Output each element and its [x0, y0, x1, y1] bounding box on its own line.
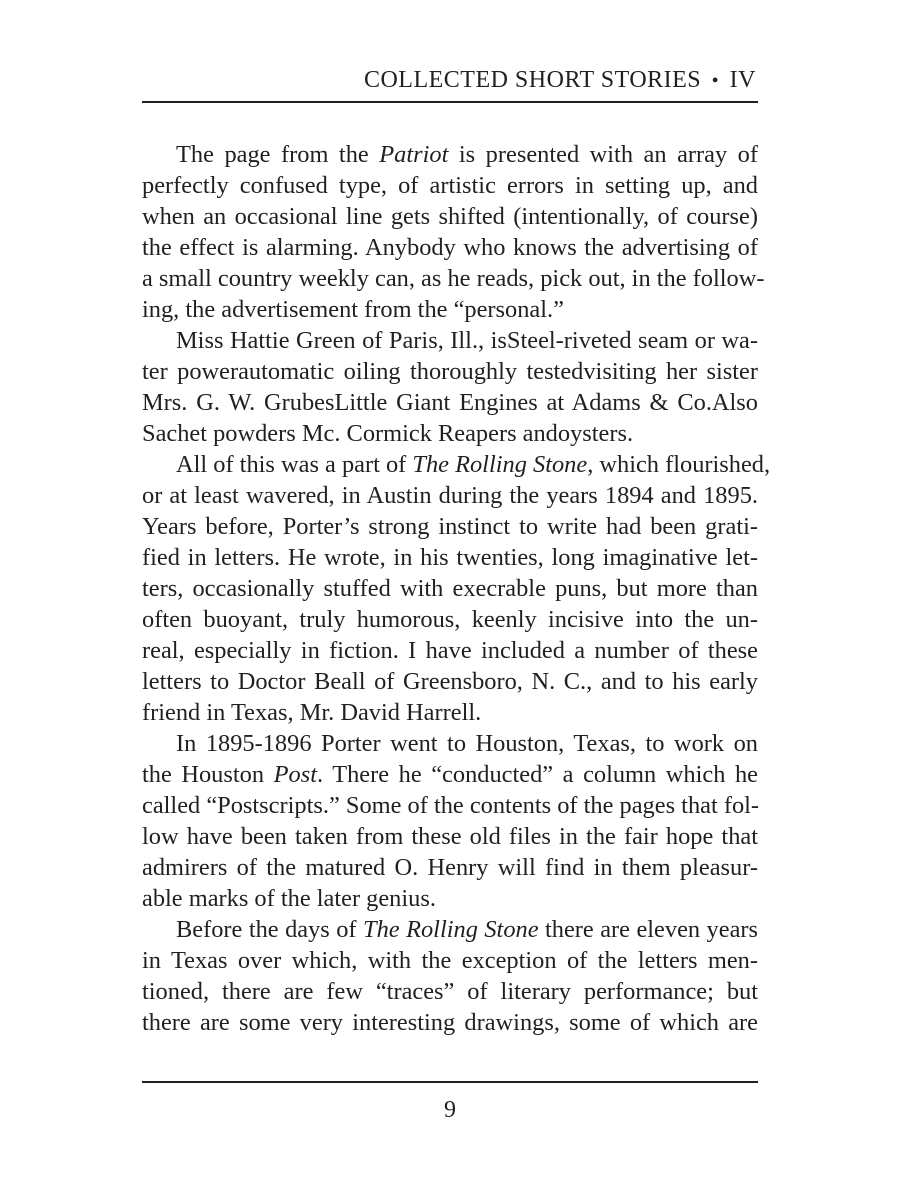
- running-head-title: COLLECTED SHORT STORIES: [363, 67, 702, 93]
- text-run: In 1895-1896 Porter went to Houston, Texas, to work on: [176, 730, 758, 757]
- text-line: [142, 294, 758, 325]
- paragraph: [142, 139, 765, 325]
- text-run: Mrs. G. W. GrubesLittle Giant Engines at Adams & Co.Also: [142, 389, 758, 416]
- text-run: Before the days of: [176, 916, 364, 943]
- text-run: the effect is alarming. Anybody who knows the advertising of: [142, 234, 758, 261]
- text-run: ter powerautomatic oiling thoroughly testedvisiting her sister: [142, 358, 758, 385]
- text-line: [142, 821, 758, 852]
- text-run: the Houston: [142, 761, 274, 788]
- text-run: there are some very interesting drawings, some of which are: [142, 1009, 758, 1036]
- text-line: [142, 1007, 758, 1038]
- text-line: [142, 759, 758, 790]
- running-head-volume: IV: [729, 67, 756, 93]
- header-rule: [142, 101, 758, 103]
- text-line: [142, 449, 771, 480]
- text-run: ters, occasionally stuffed with execrable puns, but more than: [142, 575, 758, 602]
- text-line: [142, 666, 758, 697]
- paragraph: [142, 728, 758, 914]
- text-run: when an occasional line gets shifted (intentionally, of course): [142, 203, 758, 230]
- footer-rule: [142, 1081, 758, 1083]
- text-line: [142, 914, 758, 945]
- text-line: [142, 635, 758, 666]
- text-run: friend in Texas, Mr. David Harrell.: [142, 699, 482, 726]
- text-run: there are eleven years: [538, 916, 759, 943]
- text-line: [142, 790, 758, 821]
- text-run: . There he “conducted” a column which he: [316, 761, 758, 788]
- text-line: [142, 852, 758, 883]
- italic-title: Post: [273, 761, 317, 788]
- text-run: ing, the advertisement from the “personal.”: [142, 296, 564, 323]
- running-head: [142, 62, 756, 98]
- text-run: The page from the: [176, 141, 380, 168]
- running-head-separator: •: [711, 70, 720, 92]
- text-run: , which flourished,: [587, 451, 771, 478]
- text-line: [142, 480, 758, 511]
- text-line: [142, 976, 758, 1007]
- text-run: low have been taken from these old files in the fair hope that: [142, 823, 758, 850]
- text-line: [142, 883, 758, 914]
- text-run: often buoyant, truly humorous, keenly incisive into the un-: [142, 606, 758, 633]
- text-line: [142, 201, 758, 232]
- text-run: Miss Hattie Green of Paris, Ill., isSteel-riveted seam or wa-: [176, 327, 758, 354]
- paragraph: [142, 325, 758, 449]
- italic-title: The Rolling Stone: [412, 451, 588, 478]
- text-line: [142, 604, 758, 635]
- text-line: [142, 542, 758, 573]
- text-run: or at least wavered, in Austin during the years 1894 and 1895.: [142, 482, 758, 509]
- text-line: [142, 232, 758, 263]
- text-line: [142, 170, 758, 201]
- text-run: Sachet powders Mc. Cormick Reapers andoysters.: [142, 420, 634, 447]
- text-run: able marks of the later genius.: [142, 885, 436, 912]
- text-line: [142, 356, 758, 387]
- text-run: a small country weekly can, as he reads, pick out, in the follow-: [142, 265, 765, 292]
- italic-title: The Rolling Stone: [363, 916, 539, 943]
- page-number: 9: [444, 1097, 456, 1123]
- text-line: [142, 387, 758, 418]
- text-run: Years before, Porter’s strong instinct to write had been grati-: [142, 513, 758, 540]
- text-line: [142, 728, 758, 759]
- text-line: [142, 697, 758, 728]
- text-line: [142, 573, 758, 604]
- text-run: is presented with an array of: [448, 141, 758, 168]
- text-line: [142, 325, 758, 356]
- text-run: called “Postscripts.” Some of the contents of the pages that fol-: [142, 792, 760, 819]
- body-text: [142, 139, 771, 1038]
- text-run: tioned, there are few “traces” of literary performance; but: [142, 978, 758, 1005]
- paragraph: [142, 914, 758, 1038]
- text-line: [142, 418, 758, 449]
- text-run: perfectly confused type, of artistic errors in setting up, and: [142, 172, 758, 199]
- text-line: [142, 511, 758, 542]
- text-run: letters to Doctor Beall of Greensboro, N. C., and to his early: [142, 668, 758, 695]
- text-run: fied in letters. He wrote, in his twenties, long imaginative let-: [142, 544, 758, 571]
- text-run: admirers of the matured O. Henry will find in them pleasur-: [142, 854, 758, 881]
- paragraph: [142, 449, 771, 728]
- text-line: [142, 263, 765, 294]
- text-run: in Texas over which, with the exception of the letters men-: [142, 947, 758, 974]
- text-run: All of this was a part of: [176, 451, 413, 478]
- text-line: [142, 945, 758, 976]
- text-run: real, especially in fiction. I have included a number of these: [142, 637, 758, 664]
- italic-title: Patriot: [379, 141, 449, 168]
- text-line: [142, 139, 758, 170]
